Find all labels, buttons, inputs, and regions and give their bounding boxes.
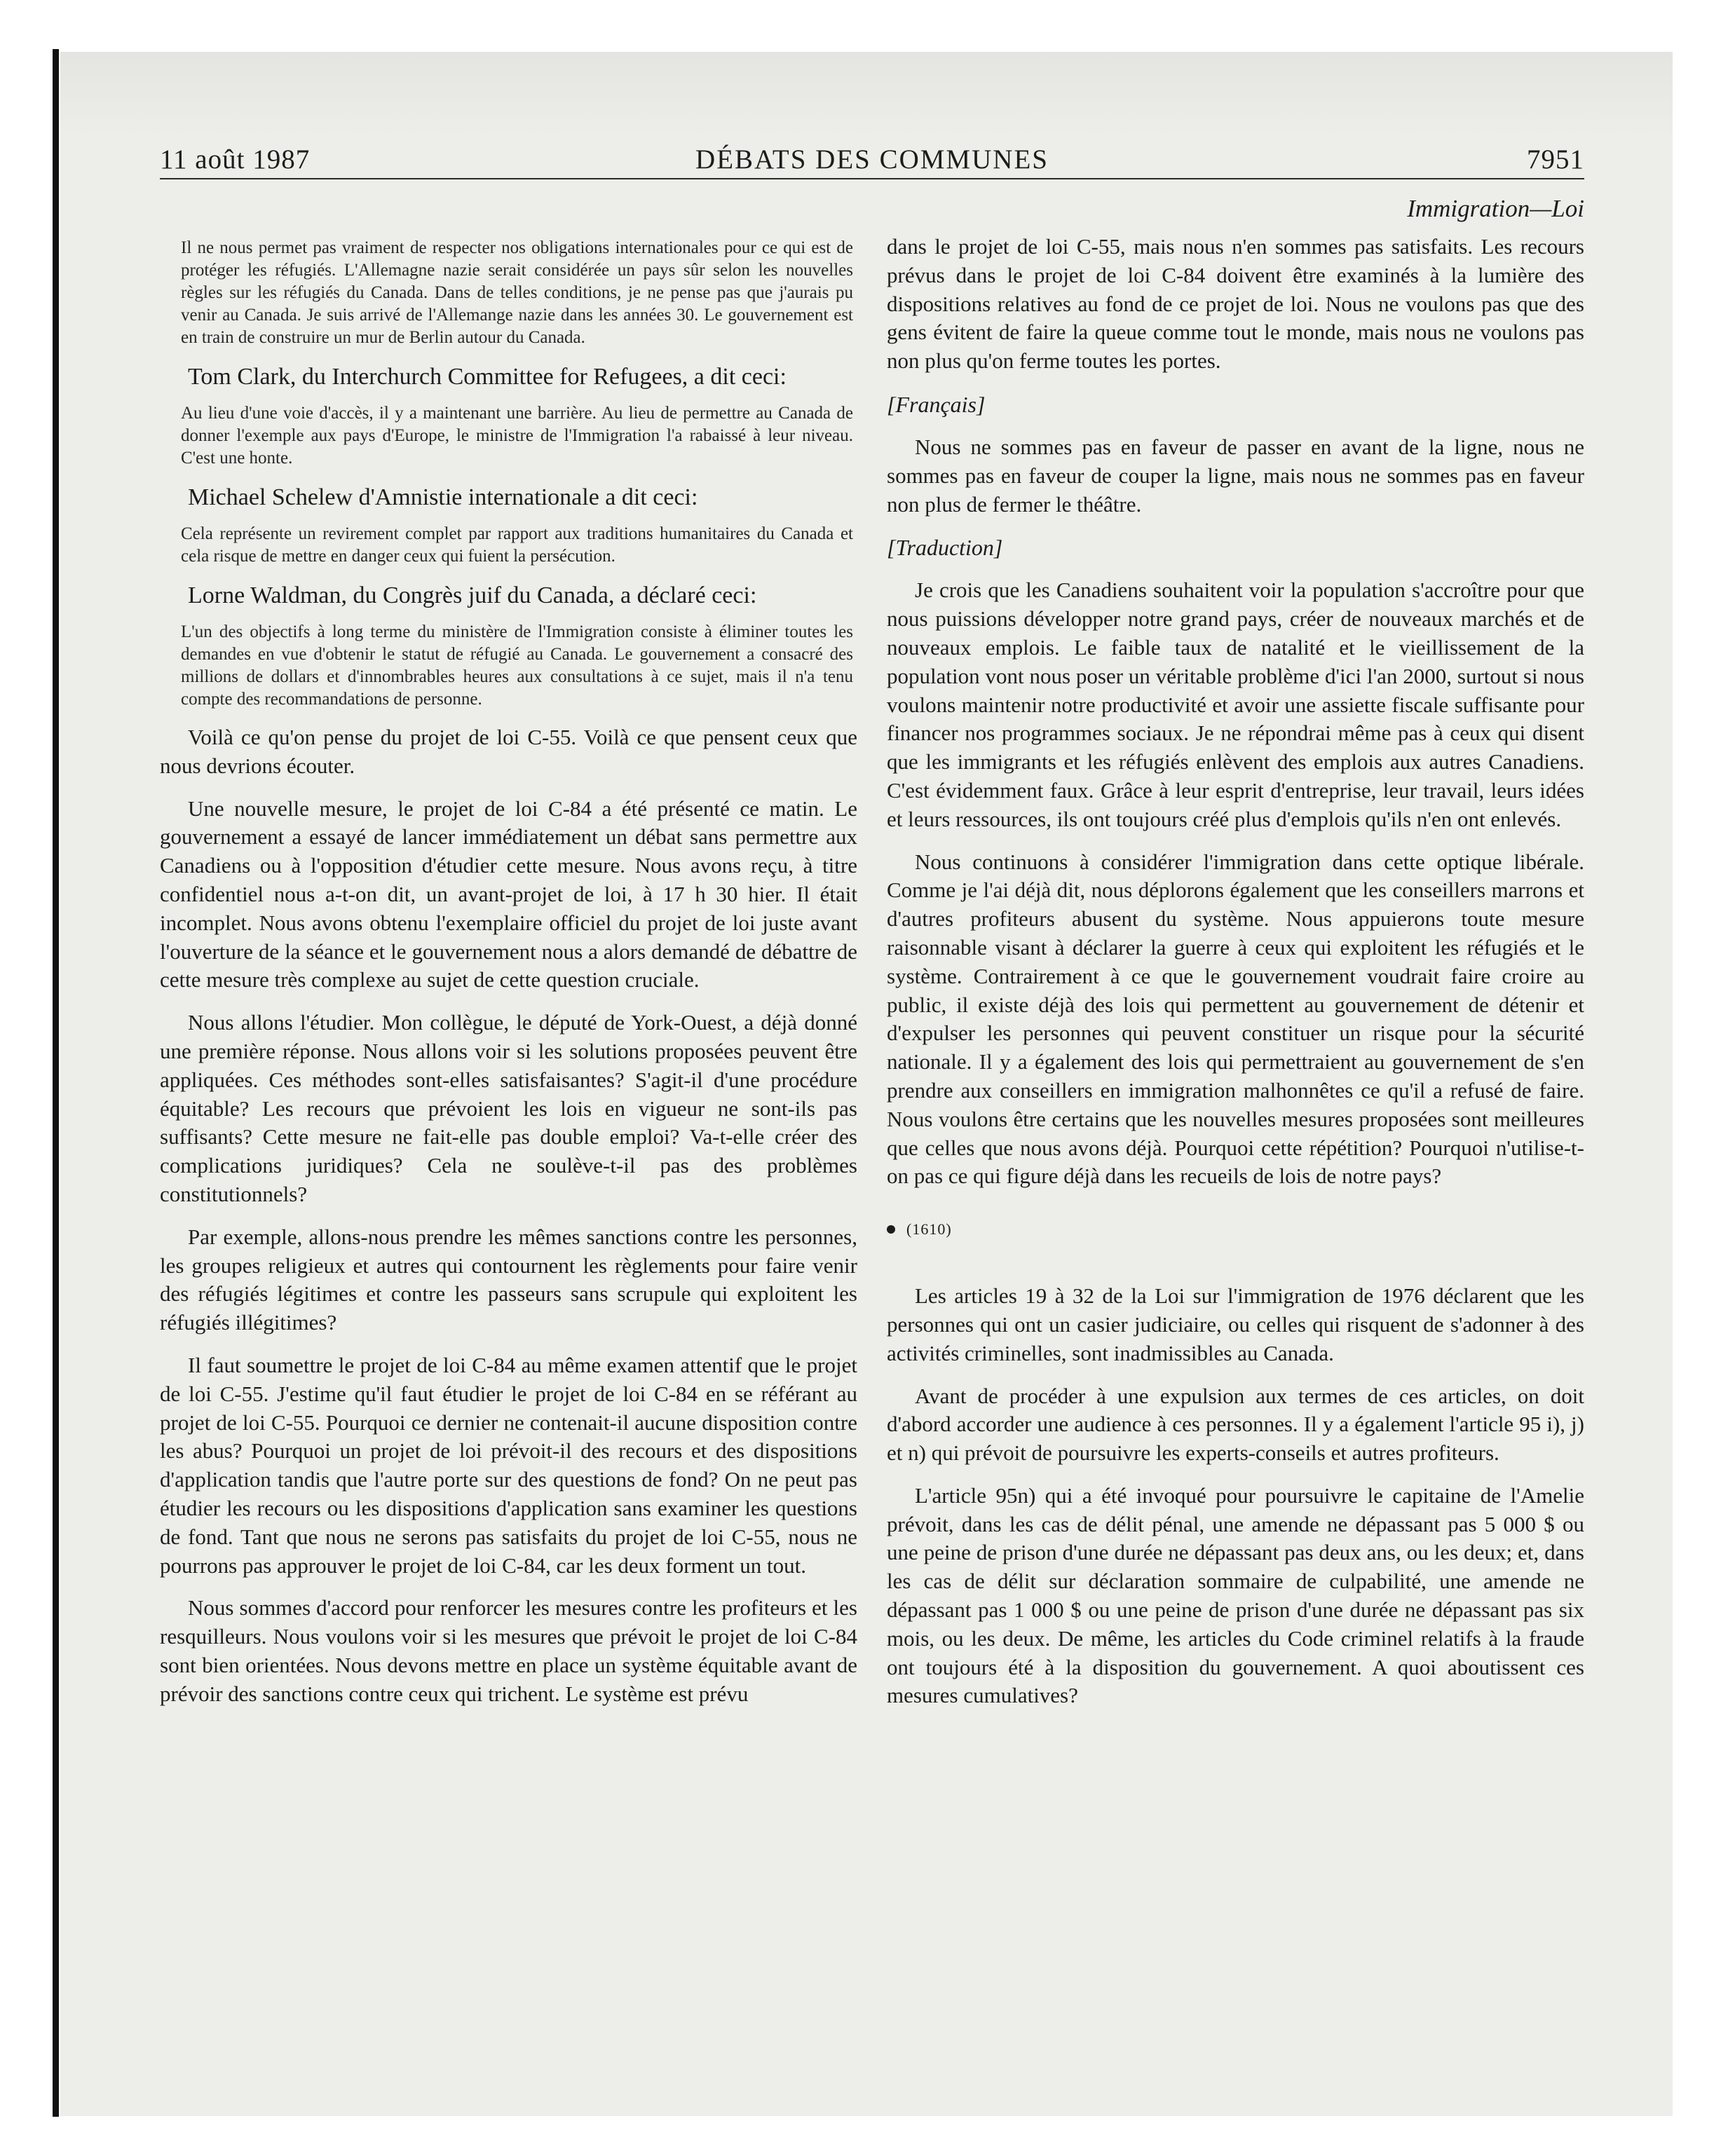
body-paragraph: Nous ne sommes pas en faveur de passer en avant de la ligne, nous ne sommes pas en faveur de couper la ligne, mais nous ne sommes pas en faveur non plus de fermer le théâtre. [887,434,1584,517]
language-marker: [Français] [887,391,986,417]
header-title: DÉBATS DES COMMUNES [695,144,1049,175]
running-head: Immigration—Loi [1407,195,1584,222]
speaker-attribution: Michael Schelew d'Amnistie internationale a dit ceci: [188,484,698,510]
scan-edge [53,49,59,2117]
body-paragraph: dans le projet de loi C-55, mais nous n'en sommes pas satisfaits. Les recours prévus dans le projet de loi C-84 doivent être examinés à la lumière des dispositions relatives au fond de ce projet de loi. Nous ne voulons pas que des gens évitent de faire la queue comme tout le monde, mais nous ne voulons pas non plus qu'on ferme toutes les portes. [887,234,1584,374]
time-stamp: (1610) [906,1220,952,1239]
time-marker [887,1219,1584,1240]
header-date: 11 août 1987 [160,144,311,175]
quote-block: Il ne nous permet pas vraiment de respecter nos obligations internationales pour ce qui est de protéger les réfugiés. L'Allemagne nazie serait considérée un pays sûr selon les nouvelles règles sur les réfugiés du Canada. Dans de telles conditions, je ne pense pas que j'aurais pu venir au Canada. Je suis arrivé de l'Allemange nazie dans les années 30. Le gouvernement est en train de construire un mur de Berlin autour du Canada. [181,238,853,347]
body-paragraph: Une nouvelle mesure, le projet de loi C-84 a été présenté ce matin. Le gouvernement a essayé de lancer immédiatement un débat sans permettre aux Canadiens ou à l'opposition d'étudier cette mesure. Nous avons reçu, à titre confidentiel nous a-t-on dit, un avant-projet de loi, à 17 h 30 hier. Il était incomplet. Nous avons obtenu l'exemplaire officiel du projet de loi juste avant l'ouverture de la séance et le gouvernement nous a alors demandé de débattre de cette mesure très complexe au sujet de cette question cruciale. [160,796,857,992]
language-marker: [Traduction] [887,535,1003,561]
quote-block: Au lieu d'une voie d'accès, il y a maintenant une barrière. Au lieu de permettre au Canada de donner l'exemple aux pays d'Europe, le ministre de l'Immigration l'a rabaissé à leur niveau. C'est une honte. [181,404,853,468]
body-paragraph: Les articles 19 à 32 de la Loi sur l'immigration de 1976 déclarent que les personnes qui ont un casier judiciaire, ou celles qui risquent de s'adonner à des activités criminelles, sont inadmissibles au Canada. [887,1283,1584,1365]
body-paragraph: Je crois que les Canadiens souhaitent voir la population s'accroître pour que nous puissions développer notre grand pays, créer de nouveaux marchés et de nouveaux emplois. Le faible taux de natalité et le vieillissement de la population vont nous poser un véritable problème d'ici l'an 2000, surtout si nous voulons maintenir notre productivité et avoir une assiette fiscale suffisante pour financer nos programmes sociaux. Je ne répondrai même pas à ceux qui disent que les immigrants et les réfugiés enlèvent des emplois aux autres Canadiens. C'est évidemment faux. Grâce à leur esprit d'entreprise, leur travail, leurs idées et leurs ressources, ils ont toujours créé plus d'emplois qu'ils n'en ont enlevés. [887,578,1584,831]
page-shade [60,52,1673,136]
body-paragraph: L'article 95n) qui a été invoqué pour poursuivre le capitaine de l'Amelie prévoit, dans les cas de délit pénal, une amende ne dépassant pas 5 000 $ ou une peine de prison d'une durée ne dépassant pas deux ans, ou les deux; et, dans les cas de délit sur déclaration sommaire de culpabilité, une amende ne dépassant pas 1 000 $ ou une peine de prison d'une durée ne dépassant pas six mois, ou les deux. De même, les articles du Code criminel relatifs à la fraude ont toujours été à la disposition du gouvernement. A quoi aboutissent ces mesures cumulatives? [887,1482,1584,1708]
header-rule [160,178,1584,179]
page-header [160,144,1584,186]
body-paragraph: Par exemple, allons-nous prendre les mêmes sanctions contre les personnes, les groupes religieux et autres qui contournent les règlements pour faire venir des réfugiés légitimes et contre les passeurs sans scrupule qui exploitent les réfugiés illégitimes? [160,1224,857,1335]
left-column [160,233,857,1723]
body-paragraph: Il faut soumettre le projet de loi C-84 au même examen attentif que le projet de loi C-55. J'estime qu'il faut étudier le projet de loi C-84 en se référant au projet de loi C-55. Pourquoi ce dernier ne contenait-il aucune disposition contre les abus? Pourquoi un projet de loi prévoit-il des recours et des dispositions d'application tandis que l'autre porte sur des questions de fond? On ne peut pas étudier les recours ou les dispositions d'application sans examiner les questions de fond. Tant que nous ne serons pas satisfaits du projet de loi C-55, nous ne pourrons pas approuver le projet de loi C-84, car les deux forment un tout. [160,1352,857,1578]
body-paragraph: Voilà ce qu'on pense du projet de loi C-55. Voilà ce que pensent ceux que nous devrions écouter. [160,725,857,778]
quote-block: L'un des objectifs à long terme du ministère de l'Immigration consiste à éliminer toutes les demandes en vue d'obtenir le statut de réfugié au Canada. Le gouvernement a consacré des millions de dollars et d'innombrables heures aux consultations à ce sujet, mais il n'a tenu compte des recommandations de personne. [181,622,853,709]
speaker-attribution: Lorne Waldman, du Congrès juif du Canada, a déclaré ceci: [188,582,757,608]
quote-block: Cela représente un revirement complet par rapport aux traditions humanitaires du Canada et cela risque de mettre en danger ceux qui fuient la persécution. [181,524,853,566]
bullet-icon [887,1225,895,1234]
right-column [887,233,1584,1724]
body-paragraph: Nous allons l'étudier. Mon collègue, le député de York-Ouest, a déjà donné une première réponse. Nous allons voir si les solutions proposées peuvent être appliquées. Ces méthodes sont-elles satisfaisantes? S'agit-il d'une procédure équitable? Les recours que prévoient les lois en vigueur ne sont-ils pas suffisants? Cette mesure ne fait-elle pas double emploi? Va-t-elle créer des complications juridiques? Cela ne soulève-t-il pas des problèmes constitutionnels? [160,1010,857,1206]
speaker-attribution: Tom Clark, du Interchurch Committee for Refugees, a dit ceci: [188,364,787,390]
body-paragraph: Avant de procéder à une expulsion aux termes de ces articles, on doit d'abord accorder une audience à ces personnes. Il y a également l'article 95 i), j) et n) qui prévoit de poursuivre les experts-conseils et autres profiteurs. [887,1383,1584,1466]
body-paragraph: Nous sommes d'accord pour renforcer les mesures contre les profiteurs et les resquilleurs. Nous voulons voir si les mesures que prévoit le projet de loi C-84 sont bien orientées. Nous devons mettre en place un système équitable avant de prévoir des sanctions contre ceux qui trichent. Le système est prévu [160,1595,857,1706]
body-paragraph: Nous continuons à considérer l'immigration dans cette optique libérale. Comme je l'ai déjà dit, nous déplorons également que les conseillers marrons et d'autres profiteurs abusent du système. Nous appuierons toute mesure raisonnable visant à déclarer la guerre à ceux qui exploitent les réfugiés et le système. Contrairement à ce que le gouvernement voudrait faire croire au public, il existe déjà des lois qui permettent au gouvernement de détenir et d'expulser les personnes qui peuvent constituer un risque pour la sécurité nationale. Il y a également des lois qui permettraient au gouvernement de s'en prendre aux conseillers en immigration malhonnêtes ce qu'il a refusé de faire. Nous voulons être certains que les nouvelles mesures proposées sont meilleures que celles que nous avons déjà. Pourquoi cette répétition? Pourquoi n'utilise-t-on pas ce qui figure déjà dans les recueils de lois de notre pays? [887,849,1584,1189]
page-number: 7951 [1527,144,1584,175]
